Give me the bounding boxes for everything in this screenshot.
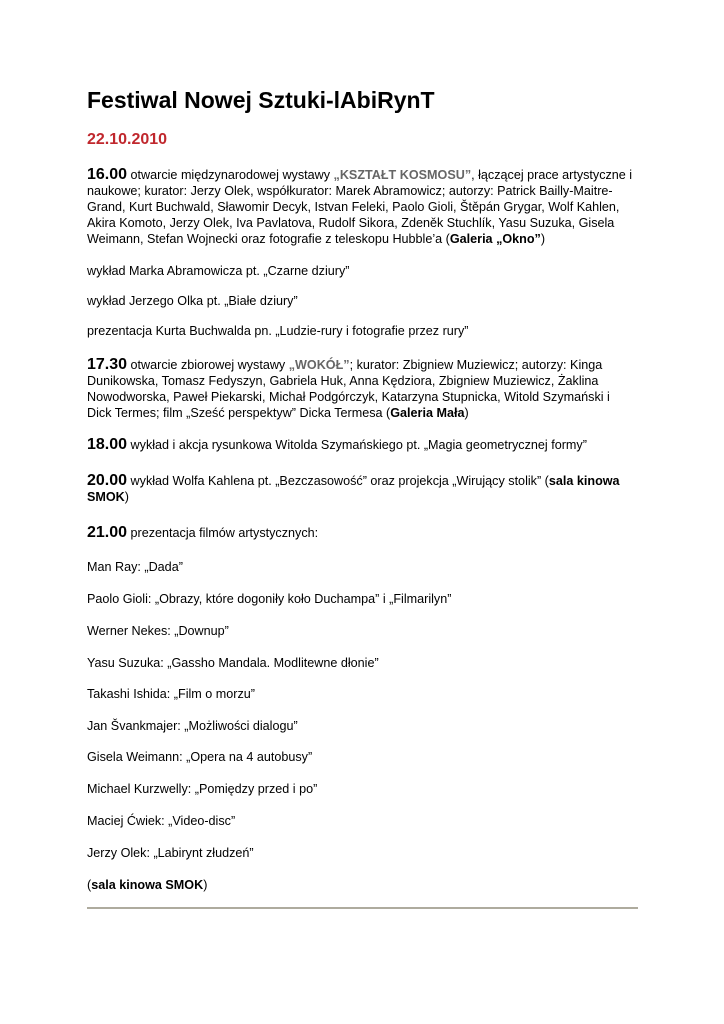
page-title: Festiwal Nowej Sztuki-lAbiRynT [87,87,435,113]
lecture-abramowicz: wykład Marka Abramowicza pt. „Czarne dziury” [87,264,350,278]
film-item: Yasu Suzuka: „Gassho Mandala. Modlitewne dłonie” [87,656,379,670]
exhibition-name: „KSZTAŁT KOSMOSU” [333,168,472,182]
film-item: Werner Nekes: „Downup” [87,624,229,638]
venue-name: sala kinowa SMOK [91,878,204,892]
event-time: 20.00 [87,472,128,489]
event-time: 18.00 [87,436,128,453]
venue-name: Galeria Mała [390,406,465,420]
closing-venue: (sala kinowa SMOK) [87,878,208,892]
exhibition-name: „WOKÓŁ” [288,358,350,372]
presentation-buchwald: prezentacja Kurta Buchwalda pn. „Ludzie-rury i fotografie przez rury” [87,324,469,338]
venue-name: Galeria „Okno” [449,232,541,246]
event-time: 16.00 [87,166,128,183]
film-item: Michael Kurzwelly: „Pomiędzy przed i po” [87,782,318,796]
footer-divider [87,907,638,909]
event-2000: 20.00 wykład Wolfa Kahlena pt. „Bezczasowość” oraz projekcja „Wirujący stolik” (sala kinowa SMOK) [87,472,620,504]
event-time: 17.30 [87,356,128,373]
event-time: 21.00 [87,524,128,541]
event-date: 22.10.2010 [87,131,168,148]
event-2100: 21.00 prezentacja filmów artystycznych: [87,524,319,541]
film-item: Paolo Gioli: „Obrazy, które dogoniły koło Duchampa” i „Filmarilyn” [87,592,452,606]
lecture-olek: wykład Jerzego Olka pt. „Białe dziury” [87,294,298,308]
film-item: Jerzy Olek: „Labirynt złudzeń” [87,846,254,860]
film-item: Takashi Ishida: „Film o morzu” [87,687,255,701]
venue-name: sala kinowa SMOK [87,474,620,504]
event-1600: 16.00 otwarcie międzynarodowej wystawy „KSZTAŁT KOSMOSU”, łączącej prace artystyczne i naukowe; kurator: Jerzy Olek, współkurator: Marek Abramowicz; autorzy: Patrick Bailly-Maitre-Grand, Kurt Buchwald, Sławomir Decyk, Istvan Feleki, Paolo Gioli, Štěpán Grygar, Wolf Kahlen, Akira Komoto, Jerzy Olek, Iva Pavlatova, Rudolf Sikora, Zdeněk Stuchlík, Yasu Suzuka, Gisela Weimann, Stefan Wojnecki oraz fotografie z teleskopu Hubble’a (Galeria „Okno”) [87,166,633,246]
event-1800: 18.00 wykład i akcja rysunkowa Witolda Szymańskiego pt. „Magia geometrycznej formy” [87,436,587,453]
film-item: Gisela Weimann: „Opera na 4 autobusy” [87,750,313,764]
event-1730: 17.30 otwarcie zbiorowej wystawy „WOKÓŁ”; kurator: Zbigniew Muziewicz; autorzy: Kinga Dunikowska, Tomasz Fedyszyn, Gabriela Huk, Anna Kędziora, Zbigniew Muziewicz, Żaklina Nowodworska, Paweł Piekarski, Michał Podgórczyk, Katarzyna Stupnicka, Witold Szymański i Dick Termes; film „Sześć perspektyw” Dicka Termesa (Galeria Mała) [87,356,610,420]
film-item: Man Ray: „Dada” [87,560,183,574]
film-item: Maciej Ćwiek: „Video-disc” [87,814,236,828]
film-item: Jan Švankmajer: „Możliwości dialogu” [87,719,298,733]
